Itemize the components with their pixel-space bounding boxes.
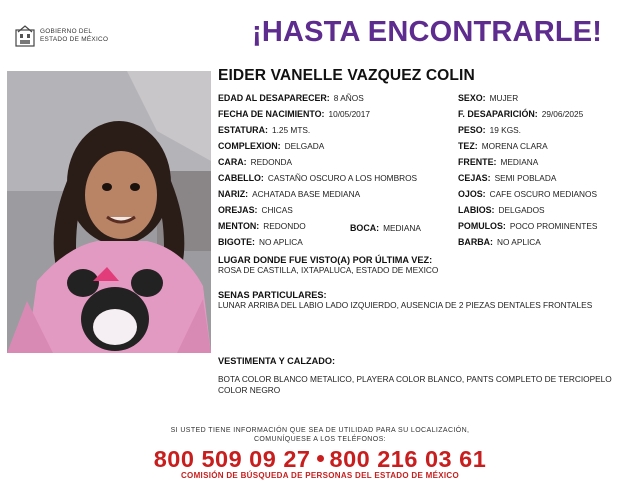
field-cabello	[218, 173, 417, 184]
field-label: OREJAS:	[218, 205, 258, 215]
field-peso	[458, 125, 521, 136]
field-label: FRENTE:	[458, 157, 497, 167]
field-nacimiento	[218, 109, 370, 120]
state-seal-icon	[14, 24, 36, 48]
field-ojos	[458, 189, 597, 200]
field-label: NARIZ:	[218, 189, 249, 199]
phone-2: 800 216 03 61	[329, 446, 487, 472]
field-nariz	[218, 189, 360, 200]
phone-1: 800 509 09 27	[153, 446, 311, 472]
field-pomulos	[458, 221, 597, 232]
person-name: EIDER VANELLE VAZQUEZ COLIN	[218, 67, 475, 84]
field-value: MEDIANA	[500, 157, 539, 167]
field-label: F. DESAPARICIÓN:	[458, 109, 538, 119]
field-value: ACHATADA BASE MEDIANA	[252, 189, 361, 199]
field-value: CASTAÑO OSCURO A LOS HOMBROS	[267, 173, 418, 183]
field-label: PESO:	[458, 125, 486, 135]
field-label: TEZ:	[458, 141, 478, 151]
field-value: DELGADOS	[498, 205, 545, 215]
marks-value: LUNAR ARRIBA DEL LABIO LADO IZQUIERDO, AUSENCIA DE 2 PIEZAS DENTALES FRONTALES	[218, 300, 593, 310]
field-menton	[218, 221, 306, 232]
field-label: COMPLEXION:	[218, 141, 281, 151]
field-value: NO APLICA	[258, 237, 303, 247]
field-desaparicion	[458, 109, 583, 120]
logo-text	[40, 28, 108, 43]
field-value: CHICAS	[261, 205, 293, 215]
field-label: CEJAS:	[458, 173, 491, 183]
field-labios	[458, 205, 545, 216]
field-label: BOCA:	[350, 223, 380, 233]
field-value: MEDIANA	[383, 223, 421, 233]
field-label: CARA:	[218, 157, 247, 167]
field-boca	[350, 223, 421, 234]
field-edad	[218, 93, 364, 104]
field-value: REDONDA	[250, 157, 293, 167]
last-seen-label: LUGAR DONDE FUE VISTO(A) POR ÚLTIMA VEZ:	[218, 255, 433, 265]
logo-line-2: ESTADO DE MÉXICO	[40, 36, 109, 43]
field-value: DELGADA	[284, 141, 325, 151]
field-value: 19 KGS.	[489, 125, 521, 135]
field-tez	[458, 141, 548, 152]
field-value: 10/05/2017	[328, 109, 371, 119]
field-label: ESTATURA:	[218, 125, 268, 135]
field-value: POCO PROMINENTES	[509, 221, 598, 231]
field-value: REDONDO	[263, 221, 306, 231]
field-frente	[458, 157, 538, 168]
field-value: NO APLICA	[497, 237, 541, 247]
info-line-2: COMUNÍQUESE A LOS TELÉFONOS:	[253, 436, 387, 443]
child-photo-illustration	[7, 71, 211, 353]
field-label: EDAD AL DESAPARECER:	[218, 93, 330, 103]
separator-dot-icon	[317, 455, 324, 462]
field-label: LABIOS:	[458, 205, 495, 215]
field-estatura	[218, 125, 310, 136]
field-cejas	[458, 173, 556, 184]
field-value: SEMI POBLADA	[494, 173, 557, 183]
field-label: BIGOTE:	[218, 237, 255, 247]
field-barba	[458, 237, 541, 248]
last-seen-value: ROSA DE CASTILLA, IXTAPALUCA, ESTADO DE MEXICO	[218, 265, 439, 275]
marks-label: SENAS PARTICULARES:	[218, 290, 327, 300]
field-complexion	[218, 141, 324, 152]
clothing-value: BOTA COLOR BLANCO METALICO, PLAYERA COLOR BLANCO, PANTS COMPLETO DE TERCIOPELO COLOR NEGRO	[218, 374, 612, 395]
phone-numbers	[0, 446, 640, 473]
field-label: POMULOS:	[458, 221, 506, 231]
commission-name: COMISIÓN DE BÚSQUEDA DE PERSONAS DEL ESTADO DE MÉXICO	[180, 471, 459, 480]
headline: ¡HASTA ENCONTRARLE!	[252, 16, 603, 48]
field-value: MORENA CLARA	[481, 141, 548, 151]
field-label: MENTON:	[218, 221, 260, 231]
field-orejas	[218, 205, 293, 216]
logo-line-1: GOBIERNO DEL	[40, 28, 93, 36]
field-label: FECHA DE NACIMIENTO:	[218, 109, 325, 119]
field-label: SEXO:	[458, 93, 486, 103]
field-label: CABELLO:	[218, 173, 264, 183]
info-line-1: SI USTED TIENE INFORMACIÓN QUE SEA DE UTILIDAD PARA SU LOCALIZACIÓN,	[170, 427, 470, 434]
clothing-label: VESTIMENTA Y CALZADO:	[218, 356, 336, 366]
field-cara	[218, 157, 292, 168]
field-value: 1.25 MTS.	[271, 125, 311, 135]
field-sexo	[458, 93, 518, 104]
field-value: MUJER	[489, 93, 519, 103]
field-label: BARBA:	[458, 237, 494, 247]
missing-person-photo	[7, 71, 211, 353]
field-bigote	[218, 237, 303, 248]
field-value: CAFE OSCURO MEDIANOS	[489, 189, 598, 199]
field-label: OJOS:	[458, 189, 486, 199]
government-logo	[14, 22, 134, 50]
field-value: 8 AÑOS	[333, 93, 364, 103]
field-value: 29/06/2025	[541, 109, 584, 119]
